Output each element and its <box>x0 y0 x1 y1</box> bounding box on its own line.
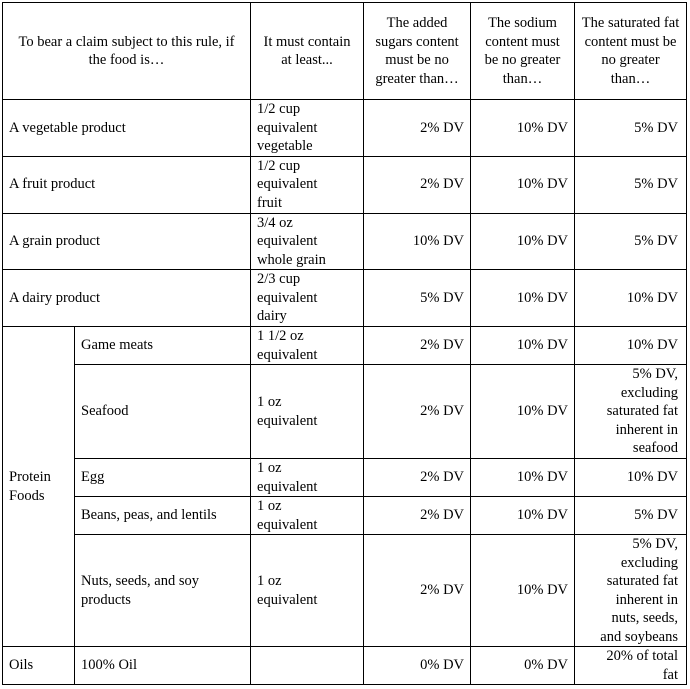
protein-foods-category: Protein Foods <box>3 327 75 647</box>
sodium-cell: 0% DV <box>471 647 575 685</box>
sodium-cell: 10% DV <box>471 327 575 365</box>
food-cell: Egg <box>75 459 251 497</box>
requirement-cell: 1 oz equivalent <box>251 365 364 459</box>
sodium-cell: 10% DV <box>471 365 575 459</box>
table-row-game-meats <box>3 327 687 365</box>
table-row-nuts <box>3 535 687 647</box>
added-sugars-cell: 2% DV <box>364 100 471 157</box>
saturated-fat-cell: 5% DV, excluding saturated fat inherent in nuts, seeds, and soybeans <box>575 535 687 647</box>
food-cell: Game meats <box>75 327 251 365</box>
sodium-cell: 10% DV <box>471 497 575 535</box>
header-saturated-fat: The saturated fat content must be no greater than… <box>575 3 687 100</box>
added-sugars-cell: 10% DV <box>364 213 471 270</box>
food-cell: A vegetable product <box>3 100 251 157</box>
table-row-vegetable <box>3 100 687 157</box>
added-sugars-cell: 2% DV <box>364 535 471 647</box>
sodium-cell: 10% DV <box>471 535 575 647</box>
food-cell: Nuts, seeds, and soy products <box>75 535 251 647</box>
table-row-fruit <box>3 156 687 213</box>
added-sugars-cell: 2% DV <box>364 156 471 213</box>
sodium-cell: 10% DV <box>471 213 575 270</box>
table-row-grain <box>3 213 687 270</box>
healthy-claim-criteria-table <box>2 2 687 685</box>
saturated-fat-cell: 5% DV <box>575 100 687 157</box>
sodium-cell: 10% DV <box>471 270 575 327</box>
sodium-cell: 10% DV <box>471 156 575 213</box>
requirement-cell: 1/2 cup equivalent vegetable <box>251 100 364 157</box>
oils-category: Oils <box>3 647 75 685</box>
requirement-cell: 2/3 cup equivalent dairy <box>251 270 364 327</box>
requirement-cell <box>251 647 364 685</box>
saturated-fat-cell: 10% DV <box>575 459 687 497</box>
food-cell: A fruit product <box>3 156 251 213</box>
requirement-cell: 1/2 cup equivalent fruit <box>251 156 364 213</box>
food-cell: 100% Oil <box>75 647 251 685</box>
requirement-cell: 1 oz equivalent <box>251 459 364 497</box>
table-row-dairy <box>3 270 687 327</box>
requirement-cell: 1 oz equivalent <box>251 497 364 535</box>
table-row-egg <box>3 459 687 497</box>
header-food: To bear a claim subject to this rule, if the food is… <box>3 3 251 100</box>
sodium-cell: 10% DV <box>471 459 575 497</box>
saturated-fat-cell: 10% DV <box>575 270 687 327</box>
saturated-fat-cell: 5% DV <box>575 213 687 270</box>
saturated-fat-cell: 10% DV <box>575 327 687 365</box>
food-cell: A dairy product <box>3 270 251 327</box>
added-sugars-cell: 2% DV <box>364 327 471 365</box>
food-cell: Beans, peas, and lentils <box>75 497 251 535</box>
requirement-cell: 3/4 oz equivalent whole grain <box>251 213 364 270</box>
food-cell: A grain product <box>3 213 251 270</box>
requirement-cell: 1 oz equivalent <box>251 535 364 647</box>
header-added-sugars: The added sugars content must be no greater than… <box>364 3 471 100</box>
added-sugars-cell: 2% DV <box>364 459 471 497</box>
header-row <box>3 3 687 100</box>
added-sugars-cell: 2% DV <box>364 497 471 535</box>
table-row-seafood <box>3 365 687 459</box>
table-row-beans <box>3 497 687 535</box>
saturated-fat-cell: 20% of total fat <box>575 647 687 685</box>
header-sodium: The sodium content must be no greater than… <box>471 3 575 100</box>
header-requirement: It must contain at least... <box>251 3 364 100</box>
added-sugars-cell: 2% DV <box>364 365 471 459</box>
table-row-oils <box>3 647 687 685</box>
saturated-fat-cell: 5% DV <box>575 156 687 213</box>
requirement-cell: 1 1/2 oz equivalent <box>251 327 364 365</box>
saturated-fat-cell: 5% DV <box>575 497 687 535</box>
added-sugars-cell: 0% DV <box>364 647 471 685</box>
added-sugars-cell: 5% DV <box>364 270 471 327</box>
food-cell: Seafood <box>75 365 251 459</box>
sodium-cell: 10% DV <box>471 100 575 157</box>
saturated-fat-cell: 5% DV, excluding saturated fat inherent in seafood <box>575 365 687 459</box>
